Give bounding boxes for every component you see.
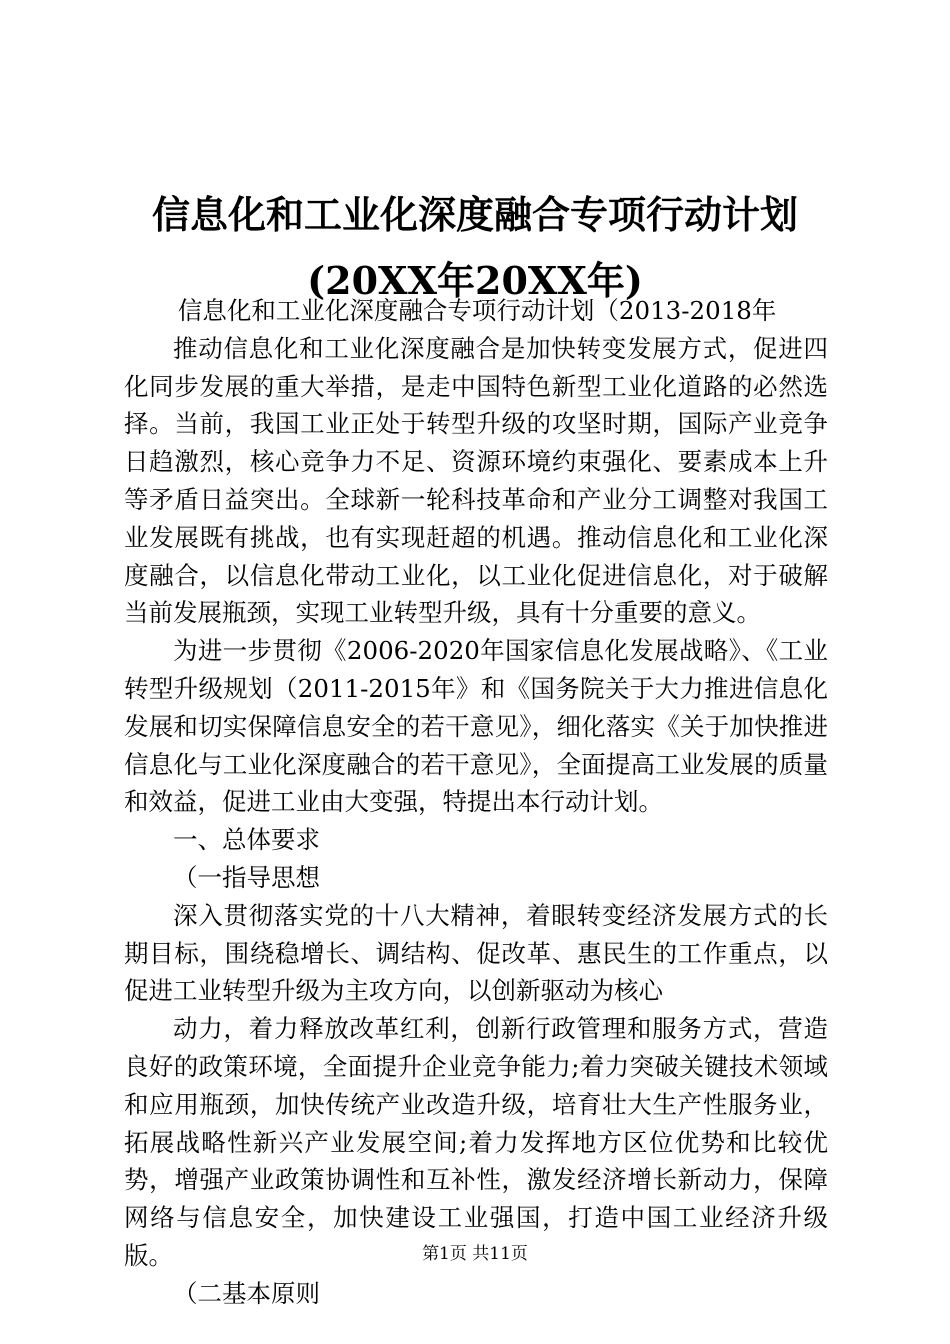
- paragraph-subtitle: 信息化和工业化深度融合专项行动计划（2013-2018年: [177, 296, 777, 325]
- paragraph-intro: 推动信息化和工业化深度融合是加快转变发展方式，促进四化同步发展的重大举措，是走中国特色新型工业化道路的必然选择。当前，我国工业正处于转型升级的攻坚时期，国际产业竞争日趋激烈，核心竞争力不足、资源环境约束强化、要素成本上升等矛盾日益突出。全球新一轮科技革命和产业分工调整对我国工业发展既有挑战，也有实现赶超的机遇。推动信息化和工业化深度融合，以信息化带动工业化，以工业化促进信息化，对于破解当前发展瓶颈，实现工业转型升级，具有十分重要的意义。: [124, 333, 828, 628]
- subsection-heading-basic-principles: （二基本原则: [173, 1278, 320, 1308]
- document-title: 信息化和工业化深度融合专项行动计划(20XX年20XX年): [151, 192, 798, 303]
- paragraph-purpose: 为进一步贯彻《2006-2020年国家信息化发展战略》、《工业转型升级规划（2011-2015年》和《国务院关于大力推进信息化发展和切实保障信息安全的若干意见》，细化落实《关于加快推进信息化与工业化深度融合的若干意见》，全面提高工业发展的质量和效益，促进工业由大变强，特提出本行动计划。: [124, 636, 828, 817]
- document-body: [124, 292, 828, 1313]
- page-number-footer: 第1页 共11页: [422, 1244, 528, 1264]
- section-heading-general-requirements: 一、总体要求: [173, 825, 320, 855]
- paragraph-guiding-ideology-continued: 动力，着力释放改革红利，创新行政管理和服务方式，营造良好的政策环境，全面提升企业竞争能力;着力突破关键技术领域和应用瓶颈，加快传统产业改造升级，培育壮大生产性服务业，拓展战略性新兴产业发展空间;着力发挥地方区位优势和比较优势，增强产业政策协调性和互补性，激发经济增长新动力，保障网络与信息安全，加快建设工业强国，打造中国工业经济升级版。: [124, 1014, 828, 1270]
- subsection-heading-guiding-ideology: （一指导思想: [173, 862, 320, 892]
- paragraph-guiding-ideology: 深入贯彻落实党的十八大精神，着眼转变经济发展方式的长期目标，围绕稳增长、调结构、促改革、惠民生的工作重点，以促进工业转型升级为主攻方向，以创新驱动为核心: [124, 900, 828, 1006]
